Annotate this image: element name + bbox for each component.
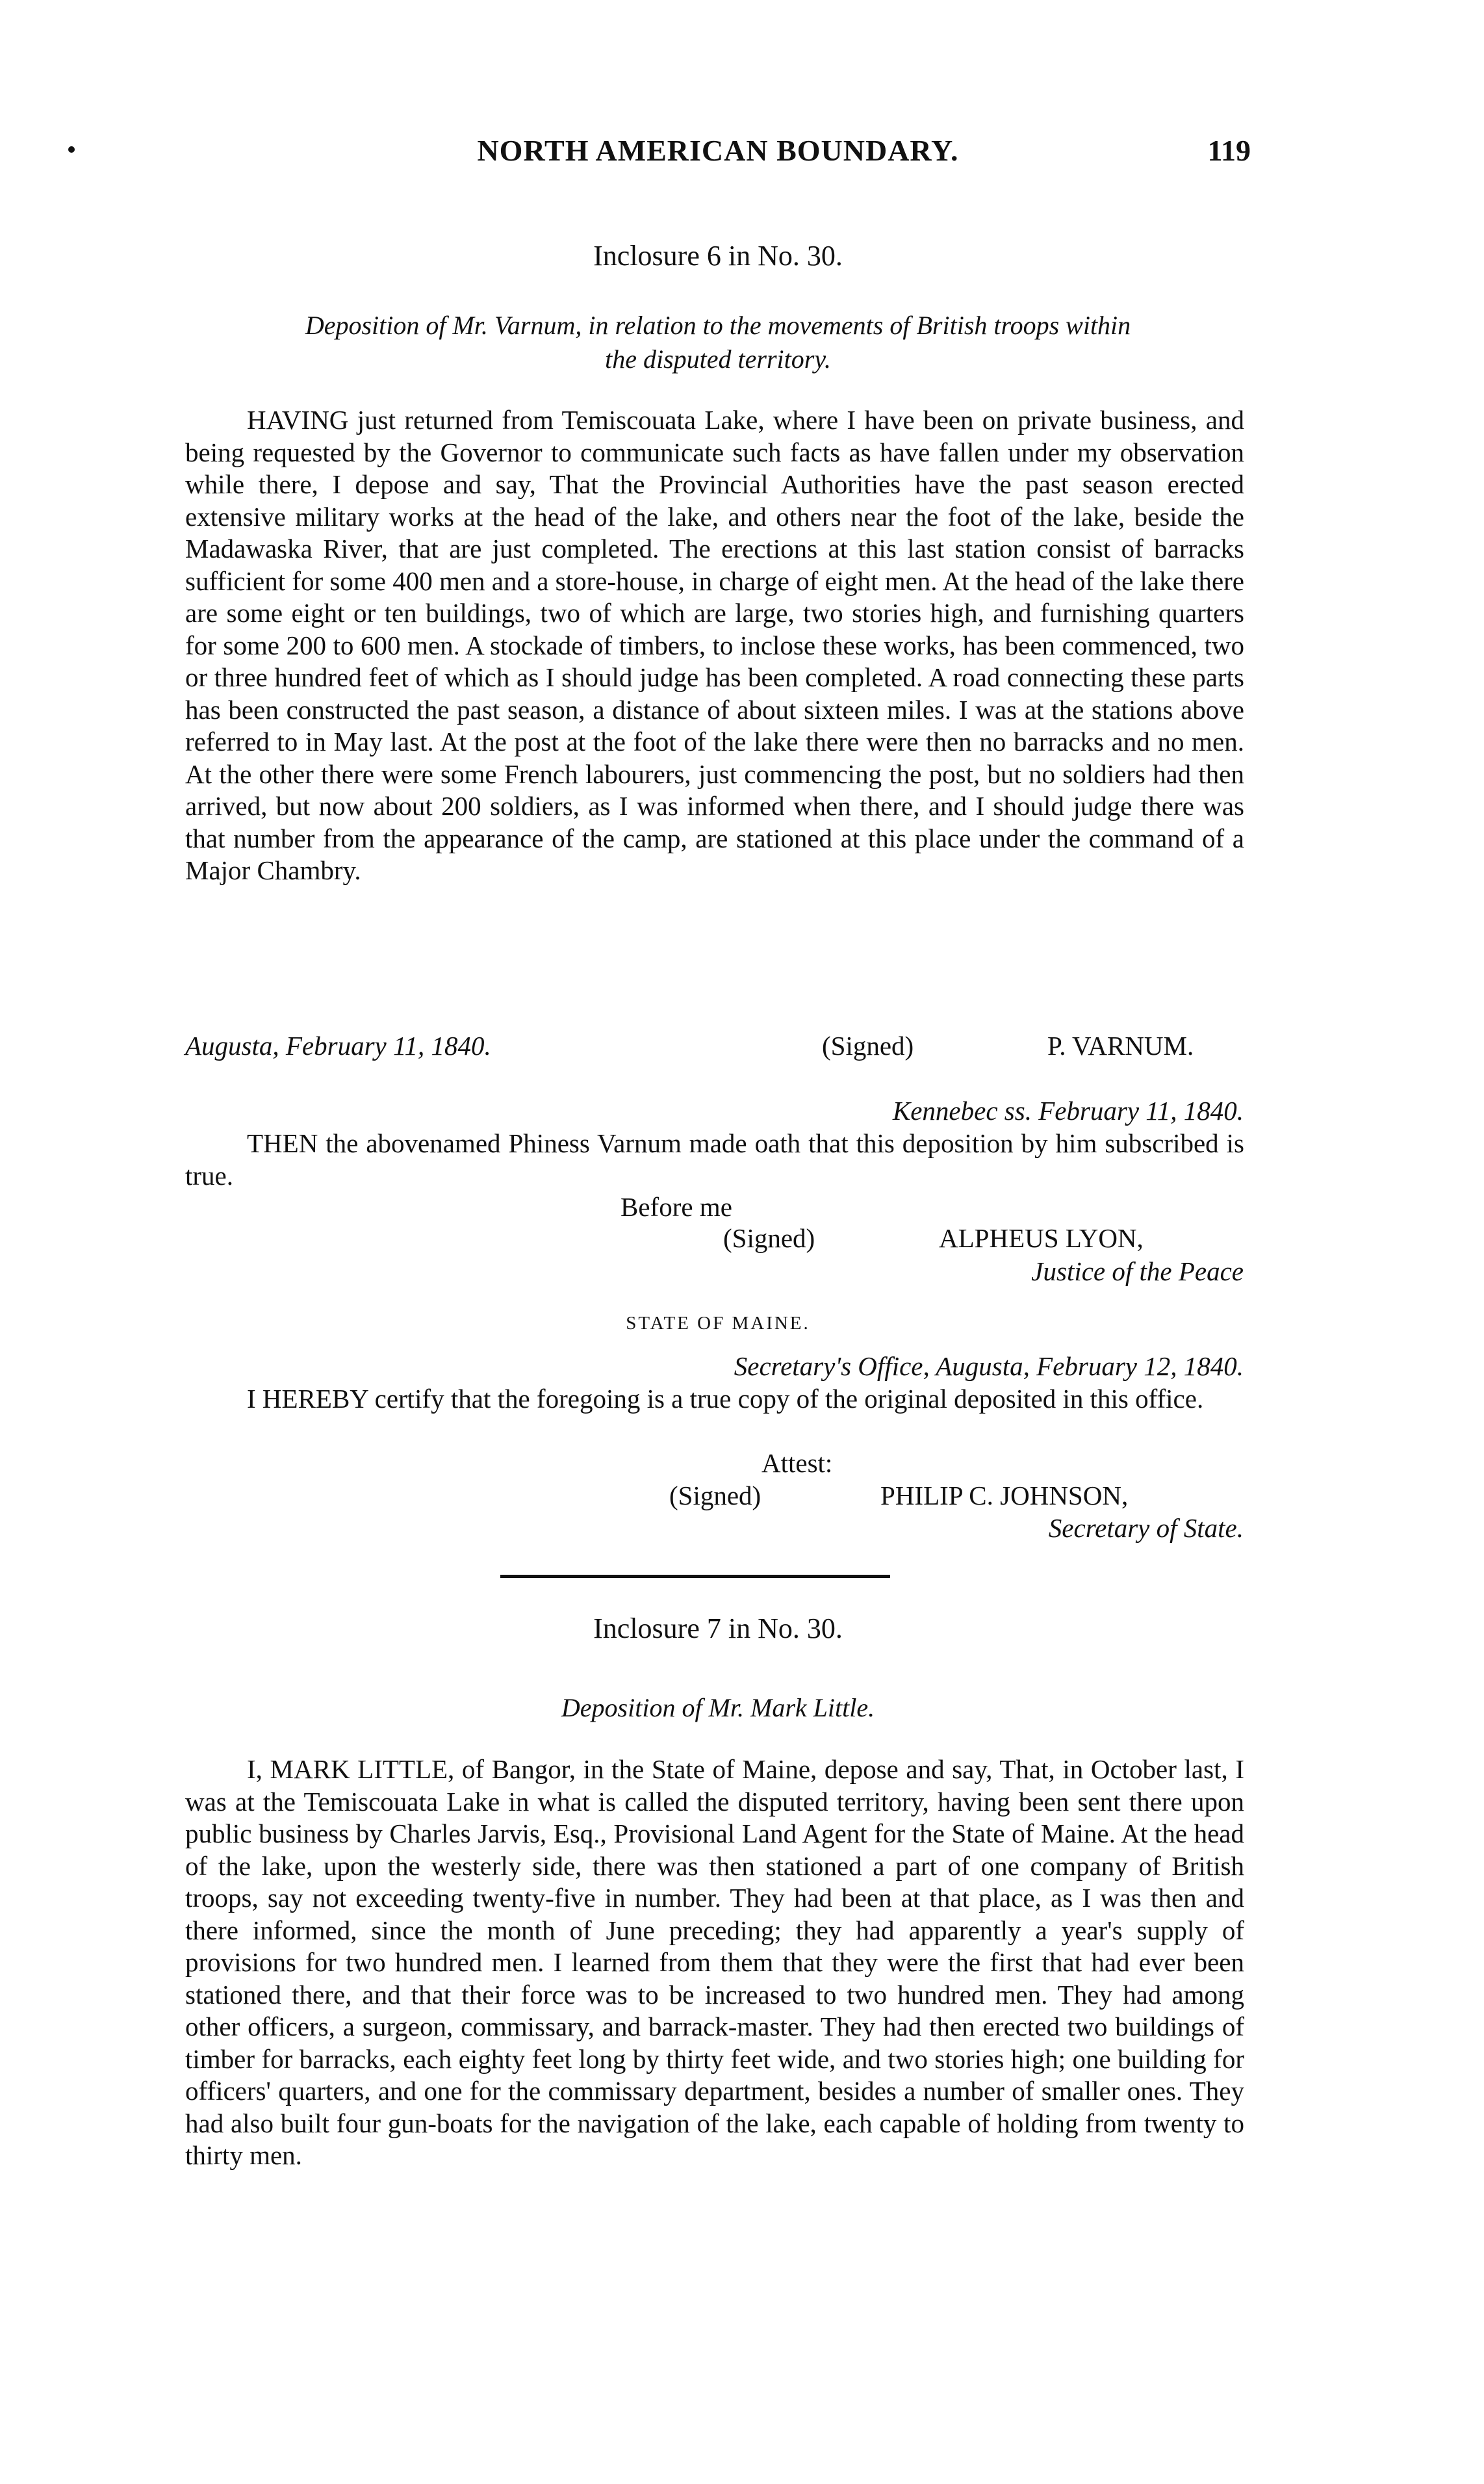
secretary-place-date: Secretary's Office, Augusta, February 12, 1840. bbox=[734, 1351, 1244, 1381]
justice-name: ALPHEUS LYON, bbox=[939, 1223, 1144, 1253]
state-heading: STATE OF MAINE. bbox=[626, 1313, 810, 1334]
margin-mark bbox=[68, 146, 75, 153]
page-number: 119 bbox=[1207, 134, 1251, 167]
section-divider bbox=[500, 1575, 890, 1578]
before-me: Before me bbox=[620, 1192, 732, 1222]
running-title: NORTH AMERICAN BOUNDARY. bbox=[477, 134, 959, 167]
inclosure-7-caption: Deposition of Mr. Mark Little. bbox=[561, 1693, 875, 1722]
secretary-name: PHILIP C. JOHNSON, bbox=[880, 1481, 1129, 1510]
little-deposition-text: I, MARK LITTLE, of Bangor, in the State of Maine, depose and say, That, in October last, I was at the Temiscouata Lake in what is called the disputed territory, having been sent there upon public business by Charles Jarvis, Esq., Provisional Land Agent for the State of Maine. At the head of the lake, upon the westerly side, there was then stationed a part of one company of British troops, say not exceeding twenty-five in number. They had been at that place, as I was then and there informed, since the month of June preceding; they had apparently a year's supply of provisions for two hundred men. I learned from them that they were the first that had ever been stationed there, and that their force was to be increased to two hundred men. They had among other officers, a surgeon, commissary, and barrack-master. They had then erected two buildings of timber for barracks, each eighty feet long by thirty feet wide, and two stories high; one building for officers' quarters, and one for the commissary department, besides a number of smaller ones. They had also built four gun-boats for the navigation of the lake, each capable of holding from twenty to thirty men. bbox=[185, 1754, 1244, 2170]
varnum-signed: (Signed) bbox=[822, 1031, 914, 1061]
oath-place-date: Kennebec ss. February 11, 1840. bbox=[892, 1096, 1244, 1126]
justice-title: Justice of the Peace bbox=[1031, 1256, 1244, 1286]
varnum-place-date: Augusta, February 11, 1840. bbox=[185, 1031, 491, 1061]
inclosure-6-heading: Inclosure 6 in No. 30. bbox=[593, 240, 843, 272]
secretary-signed: (Signed) bbox=[669, 1481, 761, 1510]
caption-line-1: Deposition of Mr. Varnum, in relation to the movements of British troops within bbox=[305, 311, 1131, 340]
inclosure-6-caption bbox=[185, 309, 1251, 376]
certify-text: I HEREBY certify that the foregoing is a true copy of the original deposited in this office. bbox=[247, 1384, 1204, 1414]
running-head bbox=[185, 133, 1251, 179]
justice-signed: (Signed) bbox=[723, 1223, 815, 1253]
varnum-deposition-text: HAVING just returned from Temiscouata Lake, where I have been on private business, and being requested by the Governor to communicate such facts as have fallen under my observation while there, I depose and say, That the Provincial Authorities have the past season erected extensive military works at the head of the lake, and others near the foot of the lake, beside the Madawaska River, that are just completed. The erections at this last station consist of barracks sufficient for some 400 men and a store-house, in charge of eight men. At the head of the lake there are some eight or ten buildings, two of which are large, two stories high, and furnishing quarters for some 200 to 600 men. A stockade of timbers, to inclose these works, has been commenced, two or three hundred feet of which as I should judge has been completed. A road connecting these parts has been constructed the past season, a distance of about sixteen miles. I was at the stations above referred to in May last. At the post at the foot of the lake there were then no barracks and no men. At the other there were some French labourers, just commencing the post, but no soldiers had then arrived, but now about 200 soldiers, as I was informed when there, and I should judge there was that number from the appearance of the camp, are stationed at this place under the command of a Major Chambry. bbox=[185, 405, 1244, 885]
oath-text: THEN the abovenamed Phiness Varnum made oath that this deposition by him subscribed is true. bbox=[185, 1128, 1244, 1191]
caption-line-2: the disputed territory. bbox=[605, 344, 831, 374]
inclosure-7-heading: Inclosure 7 in No. 30. bbox=[593, 1612, 843, 1644]
varnum-signatory: P. VARNUM. bbox=[1047, 1031, 1194, 1061]
attest-label: Attest: bbox=[761, 1448, 833, 1478]
secretary-title: Secretary of State. bbox=[1048, 1513, 1244, 1543]
